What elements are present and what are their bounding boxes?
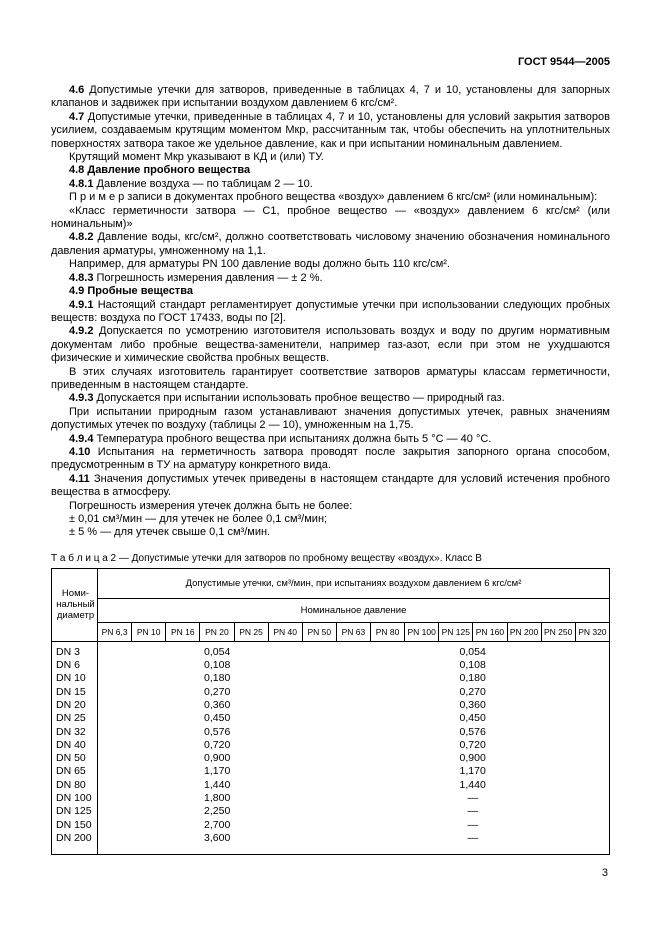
document-body (51, 84, 610, 540)
pn-column-header: PN 25 (234, 622, 268, 641)
paragraph: 4.8.3 Погрешность измерения давления — ± 2 %. (69, 271, 323, 284)
leakage-value-low-pn: 3,600 (204, 831, 231, 844)
table-row (52, 739, 610, 752)
paragraph: 4.9.1 Настоящий стандарт регламентирует допустимые утечки при использовании следующих пробных веществ: воздуха по ГОСТ 17433, воды по [2]. (51, 298, 610, 324)
table-row (52, 686, 610, 699)
leakage-value-high-pn: 0,360 (459, 699, 486, 711)
paragraph: 4.9 Пробные вещества (69, 285, 193, 298)
pn-column-header: PN 80 (371, 622, 405, 641)
clause-number: 4.9.1 (69, 298, 94, 311)
clause-number: 4.8.2 (69, 231, 94, 244)
leakage-value-low-pn: 0,108 (204, 659, 231, 672)
leakage-value-high-pn: 0,720 (459, 738, 486, 751)
paragraph: ± 0,01 см³/мин — для утечек не более 0,1 см³/мин; (69, 513, 328, 525)
leakage-value-high-pn: — (467, 831, 478, 844)
table-row (52, 792, 610, 805)
leakage-value-low-pn: 2,250 (204, 805, 231, 818)
clause-number: 4.7 (69, 110, 85, 123)
table-row (52, 805, 610, 818)
paragraph: 4.6 Допустимые утечки для затворов, приведенные в таблицах 4, 7 и 10, установлены для запорных клапанов и задвижек при испытании воздухом давлением 6 кгс/см². (51, 84, 610, 110)
paragraph: 4.8.2 Давление воды, кгс/см², должно соответствовать числовому значению обозначения номинального давления арматуры, умноженному на 1,1. (51, 231, 610, 257)
leakage-value-high-pn: — (467, 818, 478, 831)
clause-number: 4.9.3 (69, 392, 94, 405)
paragraph: Погрешность измерения утечек должна быть не более: (69, 499, 353, 512)
leakage-value-low-pn: 0,900 (204, 752, 231, 765)
paragraph: 4.8 Давление пробного вещества (69, 164, 251, 177)
leakage-value-low-pn: 1,170 (204, 765, 231, 778)
table-body (52, 641, 610, 854)
table-top-header: Допустимые утечки, см³/мин, при испытаниях воздухом давлением 6 кгс/см² (98, 568, 610, 598)
pn-column-header: PN 200 (507, 622, 541, 641)
leakage-value-high-pn: — (467, 792, 478, 805)
table-header-row-1 (52, 568, 610, 598)
paragraph: 4.9.3 Допускается при испытании использовать пробное вещество — природный газ. (69, 392, 505, 405)
leakage-value-low-pn: 2,700 (204, 818, 231, 831)
clause-number: 4.10 (69, 445, 91, 458)
leakage-value-low-pn: 0,720 (204, 738, 231, 751)
standard-number: ГОСТ 9544—2005 (517, 56, 610, 68)
pn-column-header: PN 16 (166, 622, 200, 641)
pn-header-row (52, 622, 610, 641)
dn-label: DN 3 (52, 641, 98, 659)
pn-column-header: PN 20 (200, 622, 234, 641)
leakage-value-high-pn: 1,170 (459, 765, 486, 778)
paragraph: 4.9.4 Температура пробного вещества при испытаниях должна быть 5 °С — 40 °С. (69, 432, 492, 445)
paragraph: ± 5 % — для утечек свыше 0,1 см³/мин. (69, 526, 271, 539)
pn-column-header: PN 125 (439, 622, 473, 641)
pn-column-header: PN 63 (336, 622, 370, 641)
leakage-value-low-pn: 0,054 (204, 645, 231, 658)
pn-column-header: PN 6,3 (98, 622, 132, 641)
dn-label: DN 100 (52, 792, 98, 805)
paragraph: В этих случаях изготовитель гарантирует соответствие затворов арматуры классам герметичности, приведенным в настоящем стандарте. (51, 365, 610, 391)
leakage-value-low-pn: 0,270 (204, 685, 231, 698)
paragraph: При испытании природным газом устанавливают значения допустимых утечек, равных значениям допустимых утечек по воздуху (таблицы 2 — 10), умноженным на 1,75. (51, 405, 610, 432)
pn-column-header: PN 250 (541, 622, 575, 641)
leakage-value-high-pn: 0,054 (459, 645, 486, 658)
leakage-value-low-pn: 0,360 (204, 699, 231, 711)
dn-label: DN 32 (52, 726, 98, 739)
table-header-row-2 (52, 598, 610, 622)
paragraph: 4.7 Допустимые утечки, приведенные в таблицах 4, 7 и 10, установлены для условий закрытия затворов усилием, создаваемым крутящим моментом Мкр, рассчитанным так, чтобы обеспечить на уплотнительных поверхностях затвора такое же удельное давление, как и при испытании номинальным давлением. (51, 110, 610, 150)
leakage-value-high-pn: 1,440 (459, 778, 486, 791)
page-number: 3 (601, 867, 608, 880)
leakage-value-low-pn: 0,450 (204, 712, 231, 725)
leakage-value-high-pn: 0,270 (459, 685, 486, 698)
column-header-nominal-diameter: Номи-нальный диаметр (52, 568, 98, 641)
clause-number: 4.6 (69, 84, 85, 96)
paragraph: П р и м е р записи в документах пробного вещества «воздух» давлением 6 кгс/см² (или номинальным): (69, 191, 598, 204)
pn-column-header: PN 320 (575, 622, 609, 641)
clause-number: 4.8.3 (69, 271, 94, 284)
table-row (52, 779, 610, 792)
dn-label: DN 10 (52, 672, 98, 685)
clause-number: 4.9.2 (69, 325, 94, 338)
dn-label: DN 40 (52, 739, 98, 752)
dn-label: DN 6 (52, 659, 98, 672)
clause-number: 4.9 (69, 285, 85, 298)
dn-label: DN 50 (52, 752, 98, 765)
paragraph: Крутящий момент Мкр указывают в КД и (или) ТУ. (69, 151, 324, 164)
table-row (52, 819, 610, 832)
clause-number: 4.8 (69, 164, 85, 177)
table-row (52, 699, 610, 712)
pn-column-header: PN 100 (405, 622, 439, 641)
leakage-value-high-pn: 0,900 (459, 752, 486, 765)
paragraph: 4.10 Испытания на герметичность затвора проводят после закрытия запорного органа способом, предусмотренным в ТУ на арматуру конкретного вида. (51, 445, 610, 472)
leakage-value-high-pn: — (467, 805, 478, 818)
leakage-value-high-pn: 0,180 (459, 672, 486, 685)
table-row (52, 641, 610, 659)
dn-label: DN 80 (52, 779, 98, 792)
dn-label: DN 125 (52, 805, 98, 818)
table-row (52, 765, 610, 778)
table-row (52, 752, 610, 765)
dn-label: DN 150 (52, 819, 98, 832)
table-row (52, 712, 610, 725)
table-caption-text: Т а б л и ц а 2 — Допустимые утечки для затворов по пробному веществу «воздух». Класс В (51, 552, 482, 564)
paragraph: 4.9.2 Допускается по усмотрению изготовителя использовать воздух и воду по другим нормативным документам либо пробные вещества-заменители, например газ-азот, если при этом не ухудшаются физические и химические свойства пробных веществ. (51, 325, 610, 365)
leakage-table (51, 568, 610, 855)
table-row (52, 726, 610, 739)
leakage-value-low-pn: 1,800 (204, 792, 231, 805)
pn-column-header: PN 50 (302, 622, 336, 641)
table-row (52, 659, 610, 672)
pn-column-header: PN 10 (132, 622, 166, 641)
paragraph: Например, для арматуры PN 100 давление воды должно быть 110 кгс/см². (69, 258, 450, 271)
leakage-value-high-pn: 0,108 (459, 659, 486, 672)
leakage-value-high-pn: 0,450 (459, 712, 486, 725)
paragraph: 4.8.1 Давление воздуха — по таблицам 2 — 10. (69, 177, 313, 190)
paragraph: «Класс герметичности затвора — С1, пробное вещество — «воздух» давлением 6 кгс/см² (или номинальным)» (51, 204, 610, 231)
table-row (52, 832, 610, 855)
table-header (52, 568, 610, 641)
pn-column-header: PN 40 (268, 622, 302, 641)
table-mid-header-nominal-pressure: Номинальное давление (98, 598, 610, 622)
clause-number: 4.9.4 (69, 432, 94, 445)
leakage-value-low-pn: 1,440 (204, 778, 231, 791)
dn-label: DN 200 (52, 832, 98, 855)
dn-label: DN 20 (52, 699, 98, 712)
dn-label: DN 15 (52, 686, 98, 699)
paragraph: 4.11 Значения допустимых утечек приведены в настоящем стандарте для условий истечения пробного вещества в атмосферу. (51, 472, 610, 499)
clause-number: 4.8.1 (69, 177, 94, 190)
clause-number: 4.11 (69, 472, 90, 485)
leakage-value-low-pn: 0,180 (204, 672, 231, 685)
table-row (52, 672, 610, 685)
leakage-value-high-pn: 0,576 (459, 725, 486, 738)
table-caption (51, 553, 610, 564)
dn-label: DN 25 (52, 712, 98, 725)
pn-column-header: PN 160 (473, 622, 507, 641)
dn-label: DN 65 (52, 765, 98, 778)
leakage-value-low-pn: 0,576 (204, 725, 231, 738)
